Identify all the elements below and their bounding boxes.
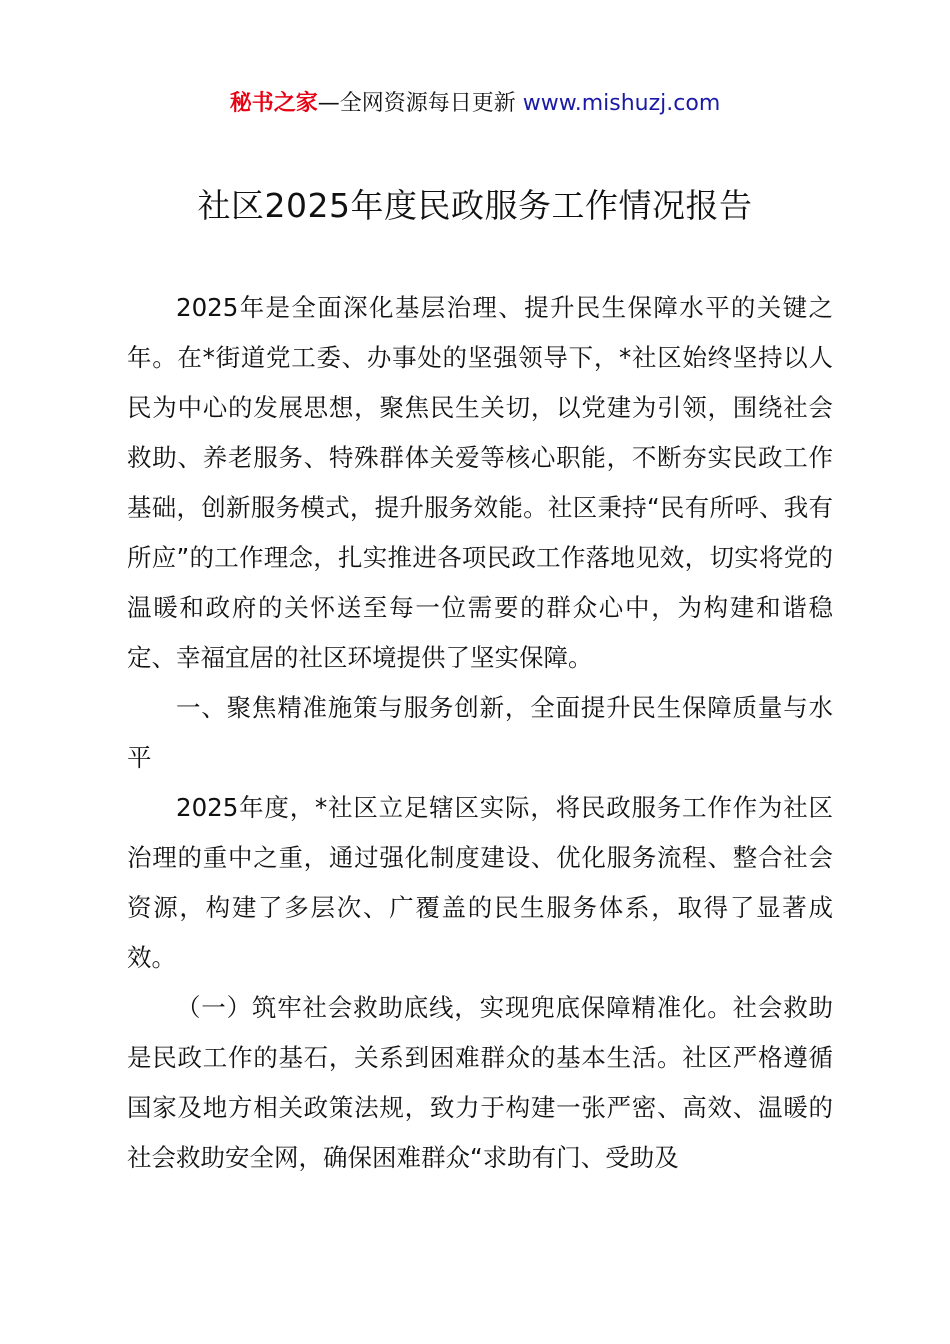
section-heading-1: 一、聚焦精准施策与服务创新，全面提升民生保障质量与水平 — [127, 693, 833, 772]
document-body — [127, 283, 833, 1183]
paragraph-section-1-summary: 2025年度，*社区立足辖区实际，将民政服务工作作为社区治理的重中之重，通过强化制度建设、优化服务流程、整合社会资源，构建了多层次、广覆盖的民生服务体系，取得了显著成效。 — [127, 793, 833, 972]
site-header-banner — [0, 88, 950, 120]
paragraph-subsection-1: （一）筑牢社会救助底线，实现兜底保障精准化。社会救助是民政工作的基石，关系到困难群众的基本生活。社区严格遵循国家及地方相关政策法规，致力于构建一张严密、高效、温暖的社会救助安全网，确保困难群众“求助有门、受助及 — [127, 993, 833, 1172]
document-title: 社区2025年度民政服务工作情况报告 — [197, 186, 753, 225]
brand-name: 秘书之家 — [229, 91, 318, 116]
site-url-link[interactable]: www.mishuzj.com — [522, 91, 721, 116]
paragraph-intro: 2025年是全面深化基层治理、提升民生保障水平的关键之年。在*街道党工委、办事处的坚强领导下，*社区始终坚持以人民为中心的发展思想，聚焦民生关切，以党建为引领，围绕社会救助、养老服务、特殊群体关爱等核心职能，不断夯实民政工作基础，创新服务模式，提升服务效能。社区秉持“民有所呼、我有所应”的工作理念，扎实推进各项民政工作落地见效，切实将党的温暖和政府的关怀送至每一位需要的群众心中，为构建和谐稳定、幸福宜居的社区环境提供了坚实保障。 — [127, 293, 833, 672]
header-tagline: —全网资源每日更新 — [317, 91, 516, 116]
